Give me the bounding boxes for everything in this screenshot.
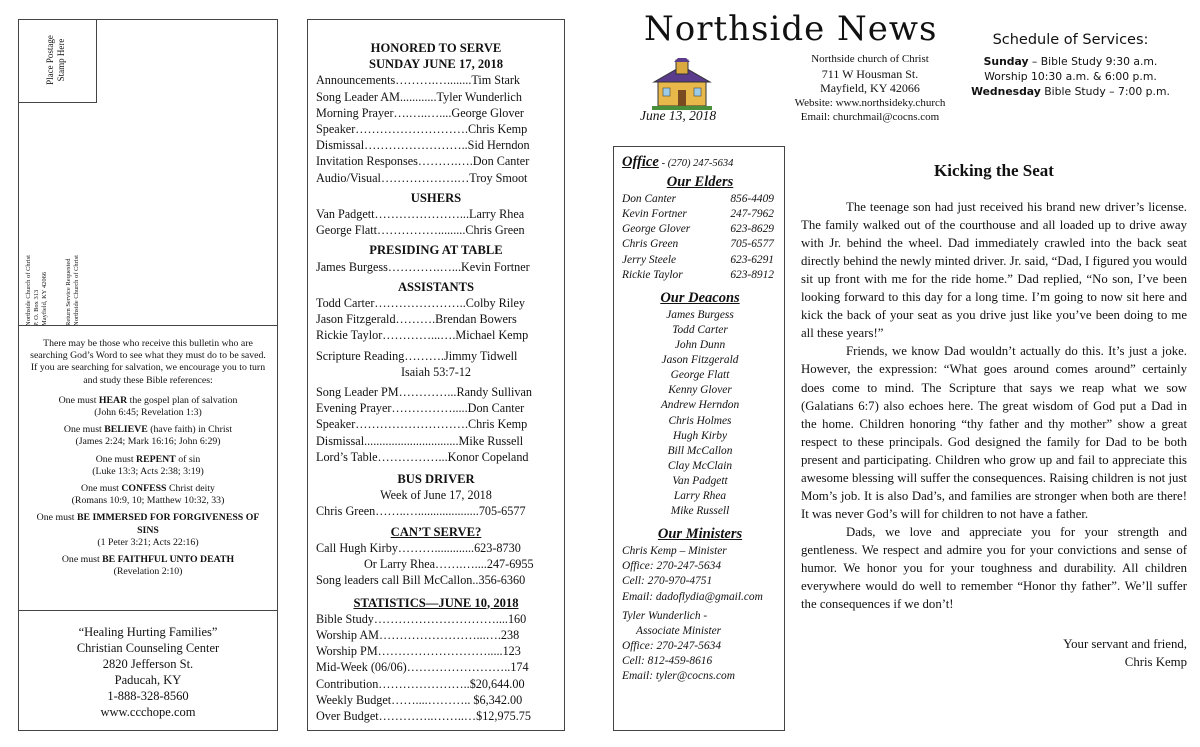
- assistant-row: Jason Fitzgerald……….Brendan Bowers: [316, 312, 517, 327]
- office-phone: - (270) 247-5634: [661, 158, 734, 169]
- schedule-title: Schedule of Services:: [992, 32, 1149, 48]
- step-reference: (Luke 13:3; Acts 2:38; 3:19): [92, 465, 204, 477]
- step-keyword: CONFESS: [121, 483, 167, 495]
- elder-name: George Glover: [622, 223, 691, 236]
- deacon-name: George Flatt: [670, 369, 730, 382]
- assignment-row: Invitation Responses……….….Don Canter: [316, 154, 530, 169]
- deacon-name: Van Padgett: [672, 474, 728, 487]
- counseling-line: 2820 Jefferson St.: [102, 657, 194, 671]
- elder-phone: 705-6577: [730, 238, 774, 251]
- article-paragraph: The teenage son had just received his brand new driver’s license. The family walked out of the courthouse and all loaded up to drive away with Jr. behind the wheel. Dad immediately crawled into the back seat directly behind the newly minted driver. Jr. said, “Dad, I figured you would sit up front with me for the ride home.” Dad replied, “No son, I’ve been looking forward to this day for a long time. I’m going to now sit here and kick the back of your seat as you drive just like you’ve been doing to me all these years!”: [801, 200, 1187, 341]
- deacon-name: Larry Rhea: [673, 489, 727, 502]
- minister-line: Chris Kemp – Minister: [622, 545, 727, 558]
- stat-row: Bible Study…………………………....160: [316, 611, 527, 626]
- assignment-row: Announcements……….…........Tim Stark: [316, 73, 521, 88]
- elder-row: [622, 192, 778, 207]
- newsletter-title: Northside News: [644, 9, 938, 49]
- assignment-row: Dismissal……………………..Sid Herndon: [316, 138, 530, 153]
- counseling-line: “Healing Hurting Families”: [78, 625, 218, 639]
- church-website[interactable]: Website: www.northsideky.church: [794, 96, 946, 109]
- deacon-name: Todd Carter: [672, 323, 728, 336]
- service-line: Northside Church of Christ: [73, 255, 80, 326]
- assignment-row: Song Leader PM…………...Randy Sullivan: [316, 385, 532, 400]
- assignment-row: Song Leader AM............Tyler Wunderlich: [316, 89, 522, 104]
- step-keyword: BE IMMERSED FOR FORGIVENESS OF SINS: [76, 512, 260, 536]
- step-reference: (John 6:45; Revelation 1:3): [94, 407, 202, 419]
- assignment-row: Evening Prayer…………….....Don Canter: [316, 401, 525, 416]
- minister-line: Cell: 270-970-4751: [622, 575, 713, 588]
- counseling-link[interactable]: www.ccchope.com: [100, 705, 196, 719]
- salvation-plan: [29, 338, 267, 583]
- step-keyword: BELIEVE: [104, 424, 148, 436]
- assignment-row: Dismissal...............................Mike Russell: [316, 433, 524, 448]
- elder-row: [622, 253, 778, 268]
- church-street: 711 W Housman St.: [821, 66, 919, 81]
- assignment-row: Speaker……………………….Chris Kemp: [316, 417, 528, 432]
- step-suffix: of sin: [175, 453, 201, 465]
- minister-line: Associate Minister: [636, 624, 722, 637]
- serve-date: SUNDAY JUNE 17, 2018: [368, 57, 504, 72]
- minister-line: Office: 270-247-5634: [622, 560, 722, 573]
- counseling-line: 1-888-328-8560: [107, 689, 189, 703]
- schedule-line: [958, 54, 1183, 69]
- stat-row: Contribution…………………..$20,644.00: [316, 676, 525, 691]
- return-address: [25, 255, 49, 326]
- salvation-step: [29, 483, 267, 507]
- step-prefix: One must: [58, 394, 99, 406]
- elder-name: Don Canter: [622, 193, 677, 206]
- issue-date: June 13, 2018: [640, 108, 717, 123]
- cant-serve-line: Call Hugh Kirby……….............623-8730: [316, 540, 521, 555]
- staff-panel: [613, 146, 785, 731]
- deacon-name: Bill McCallon: [667, 444, 733, 457]
- deacon-name: Chris Holmes: [668, 414, 732, 427]
- deacon-name: John Dunn: [674, 339, 726, 352]
- church-name: Northside church of Christ: [811, 53, 929, 65]
- elder-phone: 623-8912: [730, 268, 774, 281]
- schedule-line: [958, 69, 1183, 84]
- minister-line[interactable]: Email: dadoflydia@gmail.com: [622, 590, 763, 603]
- minister-line: Office: 270-247-5634: [622, 639, 722, 652]
- divider: [19, 325, 277, 326]
- deacon-name: Jason Fitzgerald: [661, 354, 739, 367]
- stats-title: STATISTICS—JUNE 10, 2018: [353, 595, 519, 610]
- counseling-info: [19, 624, 277, 720]
- assistant-row: Todd Carter…………………..Colby Riley: [316, 296, 526, 311]
- step-prefix: One must: [61, 554, 103, 566]
- elder-name: Kevin Fortner: [622, 208, 687, 221]
- step-reference: (Romans 10:9, 10; Matthew 10:32, 33): [71, 495, 225, 507]
- step-suffix: (have faith) in Christ: [147, 424, 233, 436]
- assignment-row: Morning Prayer….…..…....George Glover: [316, 105, 524, 120]
- salvation-step: [29, 512, 267, 549]
- ministers-title: Our Ministers: [657, 526, 743, 543]
- salvation-intro: There may be those who receive this bulletin who are searching God’s Word to see what they must do to be saved. If you are searching for salvation, we encourage you to turn and study these Bible references:: [30, 338, 266, 386]
- serve-title: HONORED TO SERVE: [370, 41, 502, 55]
- stamp-label: Place Postage Stamp Here: [45, 35, 66, 85]
- presiding-row: James Burgess………….…...Kevin Fortner: [316, 259, 530, 274]
- counseling-line: Christian Counseling Center: [76, 641, 220, 655]
- office-line: [622, 155, 778, 171]
- schedule-day: Wednesday: [971, 85, 1041, 98]
- presiding-title: PRESIDING AT TABLE: [369, 243, 503, 258]
- bus-title: BUS DRIVER: [397, 472, 475, 487]
- deacon-name: Hugh Kirby: [672, 429, 728, 442]
- usher-row: George Flatt…………….........Chris Green: [316, 223, 525, 238]
- deacon-name: Andrew Herndon: [660, 399, 740, 412]
- stat-row: Worship PM……………………….....123: [316, 644, 521, 659]
- step-suffix: the gospel plan of salvation: [127, 394, 238, 406]
- service-line: Return Service Requested: [65, 258, 72, 326]
- elder-phone: 856-4409: [730, 193, 774, 206]
- stamp-box: [19, 20, 97, 103]
- elder-row: [622, 222, 778, 237]
- step-prefix: One must: [36, 512, 77, 524]
- schedule-day: Sunday: [983, 55, 1029, 68]
- bus-driver: Chris Green……..…....................705-6577: [316, 504, 526, 519]
- minister-line: Tyler Wunderlich -: [622, 609, 708, 622]
- service-schedule: [958, 30, 1183, 99]
- mailer-panel: [18, 19, 278, 731]
- bus-week: Week of June 17, 2018: [380, 488, 492, 503]
- elder-name: Chris Green: [622, 238, 679, 251]
- cant-serve-line: Or Larry Rhea…….…....247-6955: [364, 557, 534, 572]
- article: [801, 162, 1187, 671]
- step-prefix: One must: [95, 453, 137, 465]
- stat-row: Weekly Budget……....……….. $6,342.00: [316, 692, 523, 707]
- ushers-title: USHERS: [410, 190, 462, 205]
- elders-title: Our Elders: [666, 174, 734, 191]
- elder-name: Rickie Taylor: [622, 268, 683, 281]
- stat-row: Over Budget…………..……..…$12,975.75: [316, 708, 531, 723]
- deacons-title: Our Deacons: [660, 289, 740, 306]
- schedule-text: – Bible Study 9:30 a.m.: [1028, 55, 1158, 68]
- deacon-name: Kenny Glover: [668, 384, 732, 397]
- elder-row: [622, 268, 778, 283]
- salvation-step: [29, 424, 267, 448]
- divider: [19, 610, 277, 611]
- article-title: Kicking the Seat: [934, 161, 1054, 180]
- salvation-step: [29, 395, 267, 419]
- step-prefix: One must: [81, 483, 122, 495]
- cant-serve-title: CAN’T SERVE?: [390, 524, 482, 539]
- schedule-line: [958, 84, 1183, 99]
- deacon-name: James Burgess: [666, 308, 734, 321]
- church-city: Mayfield, KY 42066: [820, 81, 920, 95]
- step-reference: (James 2:24; Mark 16:16; John 6:29): [75, 436, 221, 448]
- counseling-line: Paducah, KY: [114, 673, 182, 687]
- schedule-text: Bible Study – 7:00 p.m.: [1040, 85, 1170, 98]
- article-paragraph: Friends, we know Dad wouldn’t actually do this. It’s just a joke. However, the expression: “What goes around comes around” certainly does come to mind. The Scripture that says we reap what we sow (Galatians 6:7) also echoes here. The great wisdom of God put a Dad in the home. Children honoring “thy father and thy mother” show a great respect to these principals. God designed the family for Dad to be both present and participating. Children who grow up and fail to appreciate this awesome blessing will suffer the consequences. Raising children is not just Mom’s job. It is also Dad’s, and families are stronger when both are there! It was never God’s will for children to not have a father.: [801, 344, 1187, 521]
- elder-row: [622, 237, 778, 252]
- closing: Your servant and friend,: [1063, 637, 1187, 652]
- scripture-reading: Scripture Reading……….Jimmy Tidwell: [316, 348, 518, 363]
- scripture-ref: Isaiah 53:7-12: [400, 364, 472, 379]
- stat-row: Worship AM……………………...….238: [316, 627, 520, 642]
- signature: Chris Kemp: [1124, 655, 1187, 670]
- step-keyword: REPENT: [136, 453, 176, 465]
- return-line: P. O. Box 313: [33, 289, 40, 326]
- schedule-text: Worship 10:30 a.m. & 6:00 p.m.: [984, 70, 1157, 83]
- deacon-name: Mike Russell: [670, 505, 730, 518]
- assistants-title: ASSISTANTS: [397, 279, 475, 294]
- salvation-step: [29, 454, 267, 478]
- step-reference: (1 Peter 3:21; Acts 22:16): [97, 536, 199, 548]
- assignment-row: Speaker……………………….Chris Kemp: [316, 122, 528, 137]
- deacon-name: Clay McClain: [667, 459, 733, 472]
- elder-row: [622, 207, 778, 222]
- office-label: Office: [622, 154, 659, 170]
- elder-phone: 247-7962: [730, 208, 774, 221]
- assignment-row: Lord’s Table……………...Konor Copeland: [316, 449, 529, 464]
- assistant-row: Rickie Taylor…………...….Michael Kemp: [316, 328, 529, 343]
- article-paragraph: Dads, we love and appreciate you for your strength and gentleness. We respect and admire you for your convictions and sense of humor. We honor you for your toughness and durability. All children everywhere would do well to remember “Honor thy father”. We’ll suffer the consequences if we don’t!: [801, 524, 1187, 612]
- step-suffix: Christ deity: [166, 483, 215, 495]
- service-requested: [65, 255, 81, 326]
- serve-panel: [307, 19, 565, 731]
- step-prefix: One must: [63, 424, 105, 436]
- minister-line: Cell: 812-459-8616: [622, 654, 713, 667]
- church-info: [772, 52, 968, 125]
- assignment-row: Audio/Visual……………….…Troy Smoot: [316, 170, 528, 185]
- stat-row: Mid-Week (06/06)……………………..174: [316, 660, 529, 675]
- step-reference: (Revelation 2:10): [113, 566, 183, 578]
- usher-row: Van Padgett…………………...Larry Rhea: [316, 207, 525, 222]
- church-icon: [652, 58, 712, 110]
- step-keyword: HEAR: [98, 394, 128, 406]
- elder-name: Jerry Steele: [622, 253, 677, 266]
- return-line: Mayfield, KY 42066: [41, 271, 48, 326]
- church-email[interactable]: Email: churchmail@cocns.com: [800, 111, 940, 123]
- elder-phone: 623-6291: [730, 253, 774, 266]
- salvation-step: [29, 554, 267, 578]
- cant-serve-line: Song leaders call Bill McCallon..356-6360: [316, 573, 526, 588]
- minister-line[interactable]: Email: tyler@cocns.com: [622, 670, 735, 682]
- return-line: Northside Church of Christ: [25, 255, 32, 326]
- step-keyword: BE FAITHFUL UNTO DEATH: [102, 554, 235, 566]
- elder-phone: 623-8629: [730, 223, 774, 236]
